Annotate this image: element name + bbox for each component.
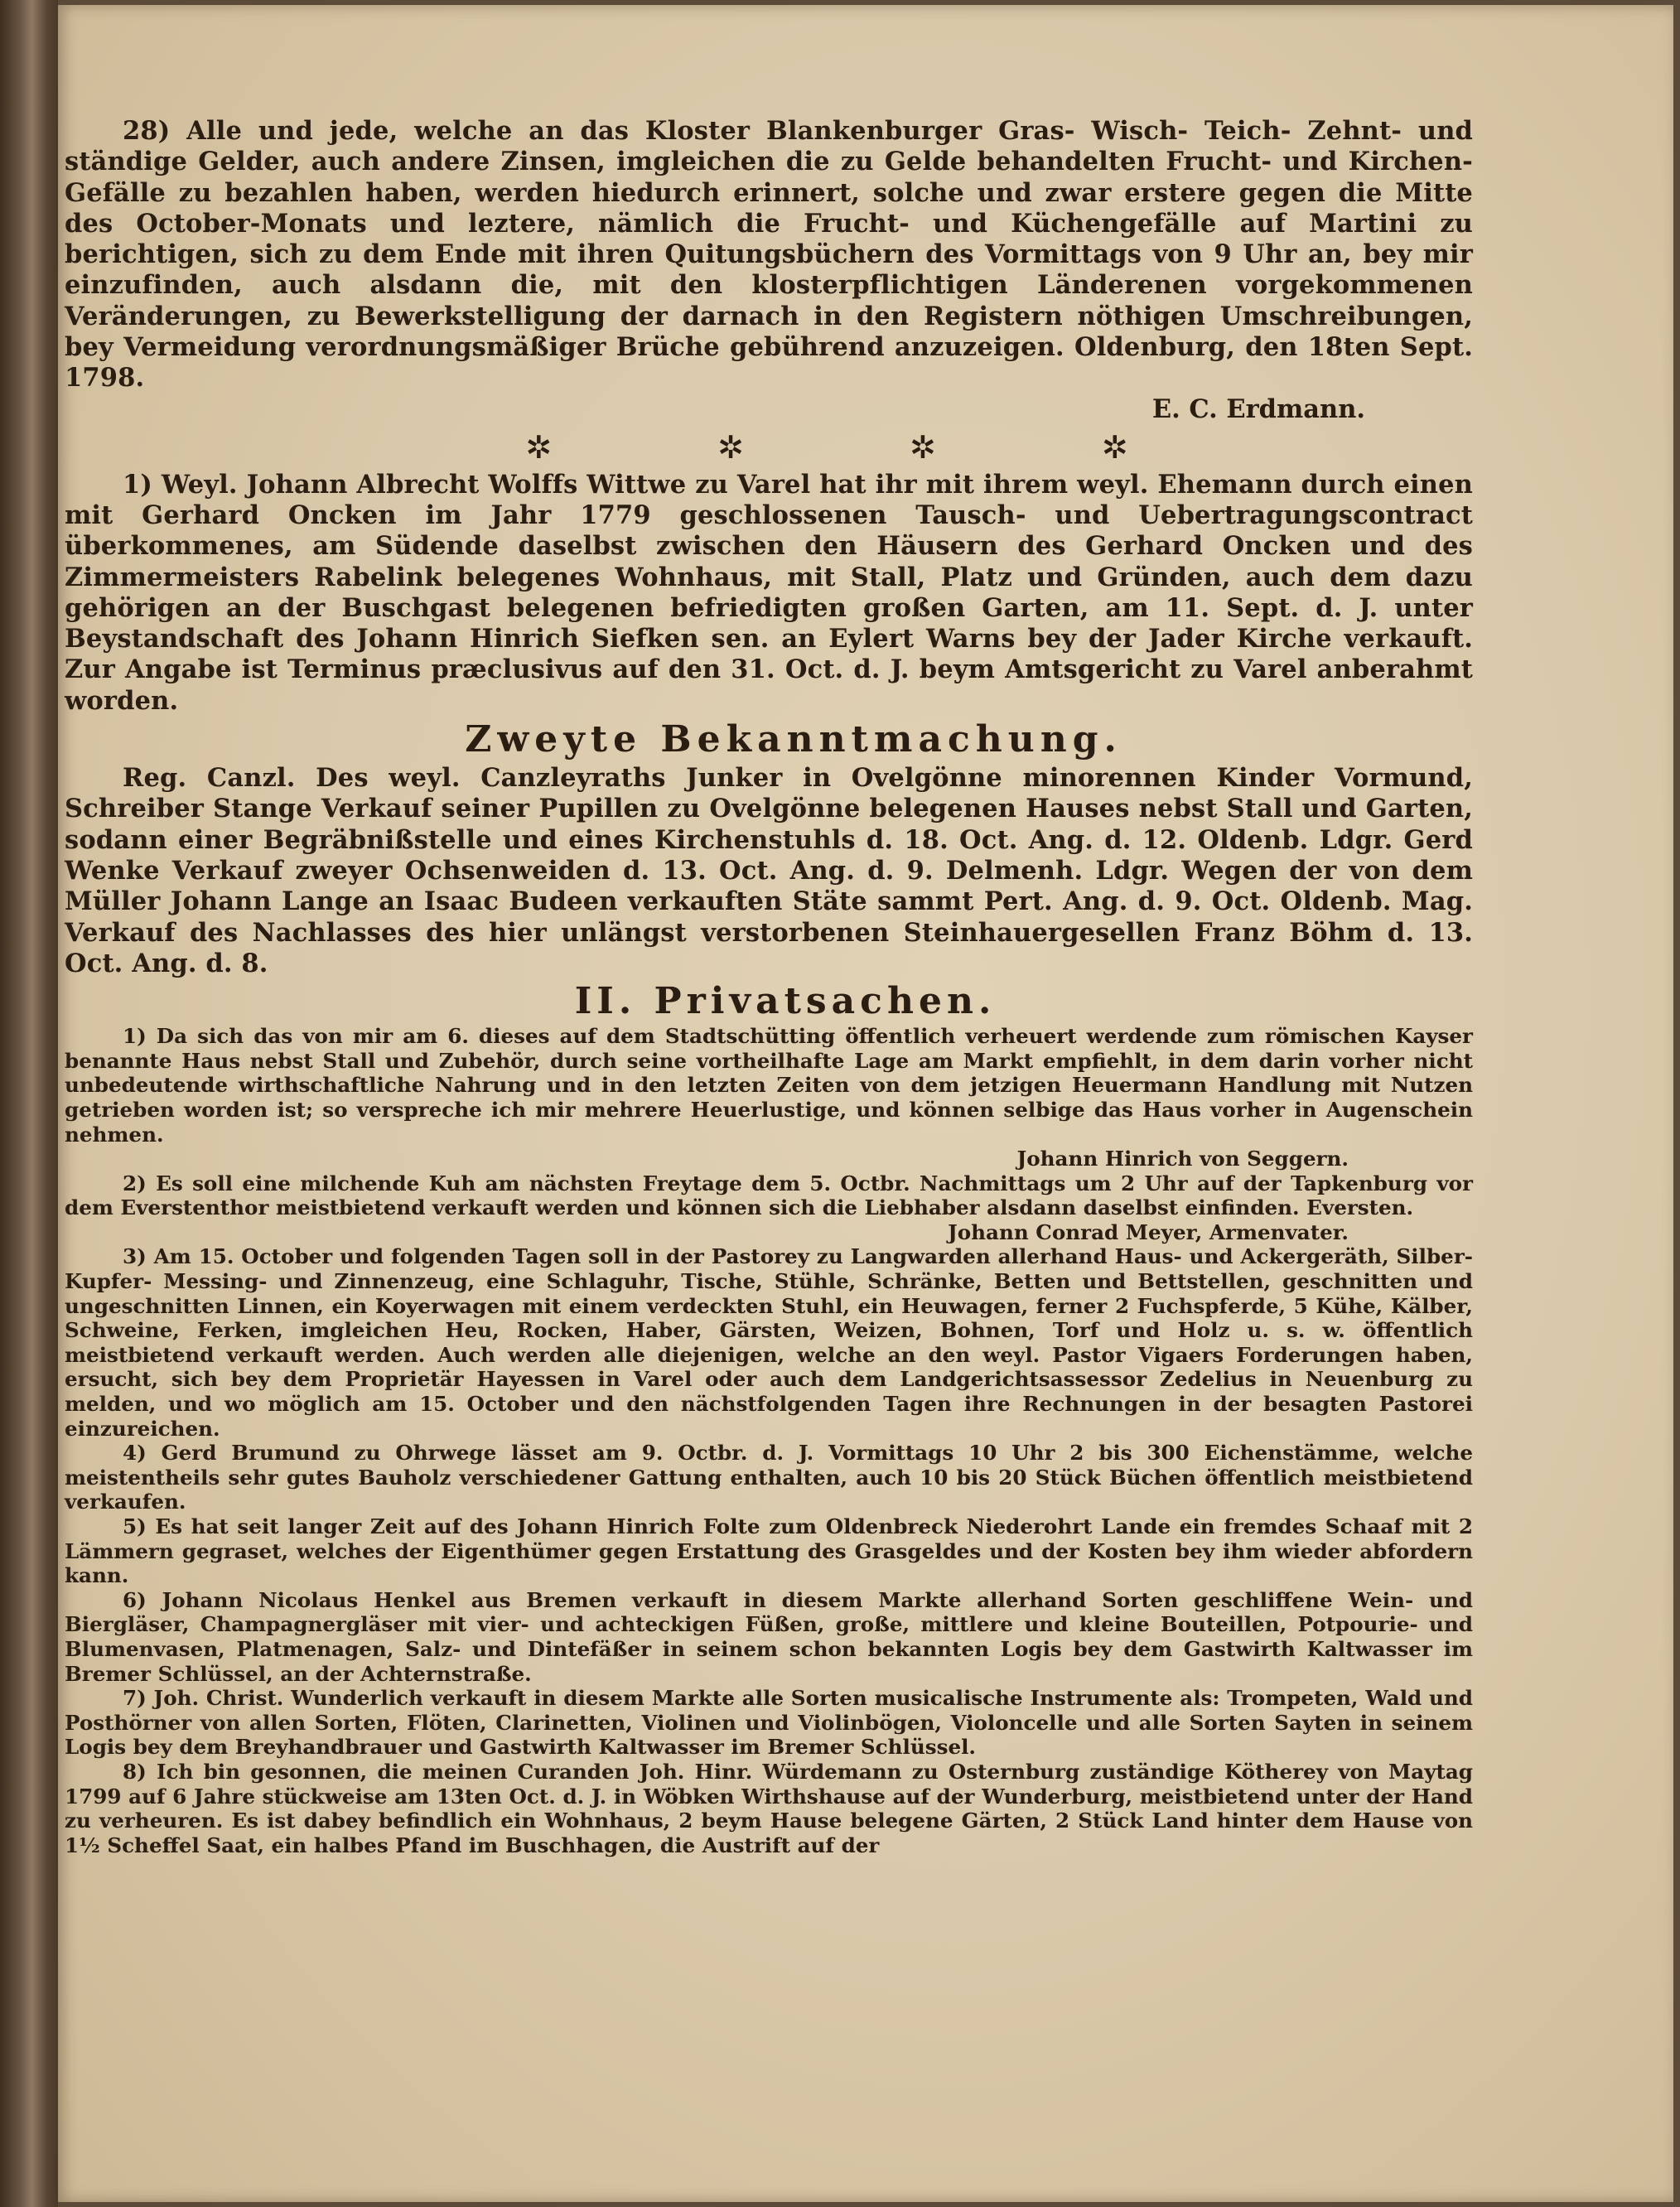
second-notice-text: Reg. Canzl. Des weyl. Canzleyraths Junker in Ovelgönne minorennen Kinder Vormund, Schreiber Stange Verkauf seiner Pupillen zu Ovelgönne belegenen Hauses nebst Stall und Garten, sodann einer Begräbnißstelle und eines Kirchenstuhls d. 18. Oct. Ang. d. 12. Oldenb. Ldgr. Gerd Wenke Verkauf zweyer Ochsenweiden d. 13. Oct. Ang. d. 9. Delmenh. Ldgr. Wegen der von dem Müller Johann Lange an Isaac Budeen verkauften Stäte sammt Pert. Ang. d. 9. Oct. Oldenb. Mag. Verkauf des Nachlasses des hier unlängst verstorbenen Steinhauergesellen Franz Böhm d. 13. Oct. Ang. d. 8. — [65, 763, 1473, 978]
notice-28-signature: E. C. Erdmann. — [1151, 394, 1365, 424]
private-item-3: 3) Am 15. October und folgenden Tagen soll in der Pastorey zu Langwarden allerhand Haus- und Ackergeräth, Silber- Kupfer- Messing- und Zinnenzeug, eine Schlaguhr, Tische, Stühle, Schränke, Betten und Bettstellen, geschnitten und ungeschnitten Linnen, ein Koyerwagen mit einem verdeckten Stuhl, ein Heuwagen, ferner 2 Fuchspferde, 5 Kühe, Kälber, Schweine, Ferken, imgleichen Heu, Rocken, Haber, Gärsten, Weizen, Bohnen, Torf und Holz u. s. w. öffentlich meistbietend verkauft werden. Auch werden alle diejenigen, welche an den weyl. Pastor Vigaers Forderungen haben, ersucht, sich bey dem Proprietär Hayessen in Varel oder auch dem Landgerichtsassessor Zedelius in Neuenburg zu melden, und wo möglich am 15. October und den nächstfolgenden Tagen ihre Rechnungen in der besagten Pastorei einzureichen. — [65, 1244, 1473, 1441]
private-item-5: 5) Es hat seit langer Zeit auf des Johann Hinrich Folte zum Oldenbreck Niederohrt Lande ein fremdes Schaaf mit 2 Lämmern gegraset, welches der Eigenthümer gegen Erstattung des Grasgeldes und der Kosten bey ihm wieder abfordern kann. — [65, 1514, 1473, 1588]
second-notice-heading: Zweyte Bekanntmachung. — [465, 718, 1122, 761]
divider-star-icon: ✲ — [910, 428, 936, 466]
private-section-heading: II. Privatsachen. — [574, 980, 997, 1023]
divider-star-icon: ✲ — [1101, 428, 1128, 466]
private-item-2: 2) Es soll eine milchende Kuh am nächsten Freytage dem 5. Octbr. Nachmittags um 2 Uhr auf der Tapkenburg vor dem Everstenthor meistbietend verkauft werden und können sich die Liebhaber alsdann daselbst einfinden. Eversten. — [65, 1171, 1473, 1220]
notice-1: 1) Weyl. Johann Albrecht Wolffs Wittwe zu Varel hat ihr mit ihrem weyl. Ehemann durch einen mit Gerhard Oncken im Jahr 1779 geschlossenen Tausch- und Uebertragungscontract überkommenes, am Südende daselbst zwischen den Häusern des Gerhard Oncken und des Zimmermeisters Rabelink belegenes Wohnhaus, mit Stall, Platz und Gründen, auch dem dazu gehörigen an der Buschgast belegenen befriedigten großen Garten, am 11. Sept. d. J. unter Beystandschaft des Johann Hinrich Siefken sen. an Eylert Warns bey der Jader Kirche verkauft. Zur Angabe ist Terminus præclusivus auf den 31. Oct. d. J. beym Amtsgericht zu Varel anberahmt worden. — [65, 469, 1473, 716]
private-item-4: 4) Gerd Brumund zu Ohrwege lässet am 9. Octbr. d. J. Vormittags 10 Uhr 2 bis 300 Eichenstämme, welche meistentheils sehr gutes Bauholz verschiedener Gattung enthalten, auch 10 bis 20 Stück Büchen öffentlich meistbietend verkaufen. — [65, 1441, 1473, 1514]
private-item-1: 1) Da sich das von mir am 6. dieses auf dem Stadtschütting öffentlich verheuert werdende zum römischen Kayser benannte Haus nebst Stall und Zubehör, durch seine vortheilhafte Lage am Markt empfiehlt, in dem darin vorher nicht unbedeutende wirthschaftliche Nahrung und in den letzten Zeiten von dem jetzigen Heuermann Handlung mit Nutzen getrieben worden ist; so verspreche ich mir mehrere Heuerlustige, und können selbige das Haus vorher in Augenschein nehmen. — [65, 1024, 1473, 1147]
private-item-2-signature: Johann Conrad Meyer, Armenvater. — [948, 1219, 1349, 1244]
private-item-7: 7) Joh. Christ. Wunderlich verkauft in diesem Markte alle Sorten musicalische Instrumente als: Trompeten, Wald und Posthörner von allen Sorten, Flöten, Clarinetten, Violinen und Violinbögen, Violoncelle und alle Sorten Sayten in seinem Logis bey dem Breyhandbrauer und Gastwirth Kaltwasser im Bremer Schlüssel. — [65, 1686, 1473, 1760]
page-text — [65, 116, 1473, 1857]
private-item-8: 8) Ich bin gesonnen, die meinen Curanden Joh. Hinr. Würdemann zu Osternburg zuständige Kötherey von Maytag 1799 auf 6 Jahre stückweise am 13ten Oct. d. J. in Wöbken Wirthshause auf der Wunderburg, meistbietend unter der Hand zu verheuren. Es ist dabey befindlich ein Wohnhaus, 2 beym Hause belegene Gärten, 2 Stück Land hinter dem Hause von 1½ Scheffel Saat, ein halbes Pfand im Buschhagen, die Austrift auf der — [65, 1759, 1473, 1857]
private-item-1-signature: Johann Hinrich von Seggern. — [1016, 1147, 1349, 1171]
private-item-6: 6) Johann Nicolaus Henkel aus Bremen verkauft in diesem Markte allerhand Sorten geschliffene Wein- und Biergläser, Champagnergläser mit vier- und achteckigen Füßen, große, mittlere und kleine Bouteillen, Potpourie- und Blumenvasen, Platmenagen, Salz- und Dintefäßer in seinem schon bekannten Logis bey dem Gastwirth Kaltwasser im Bremer Schlüssel, an der Achternstraße. — [65, 1587, 1473, 1686]
divider-star-icon: ✲ — [717, 428, 744, 466]
divider-star-icon: ✲ — [525, 428, 553, 466]
notice-28: 28) Alle und jede, welche an das Kloster Blankenburger Gras- Wisch- Teich- Zehnt- und ständige Gelder, auch andere Zinsen, imgleichen die zu Gelde behandelten Frucht- und Kirchen-Gefälle zu bezahlen haben, werden hiedurch erinnert, solche und zwar erstere gegen die Mitte des October-Monats und leztere, nämlich die Frucht- und Küchengefälle auf Martini zu berichtigen, sich zu dem Ende mit ihren Quitungsbüchern des Vormittags von 9 Uhr an, bey mir einzufinden, auch alsdann die, mit den klosterpflichtigen Länderenen vorgekommenen Veränderungen, zu Bewerkstelligung der darnach in den Registern nöthigen Umschreibungen, bey Vermeidung verordnungsmäßiger Brüche gebührend anzuzeigen. Oldenburg, den 18ten Sept. 1798. — [65, 116, 1473, 394]
book-gutter — [0, 0, 58, 2207]
section-divider — [65, 425, 1473, 470]
